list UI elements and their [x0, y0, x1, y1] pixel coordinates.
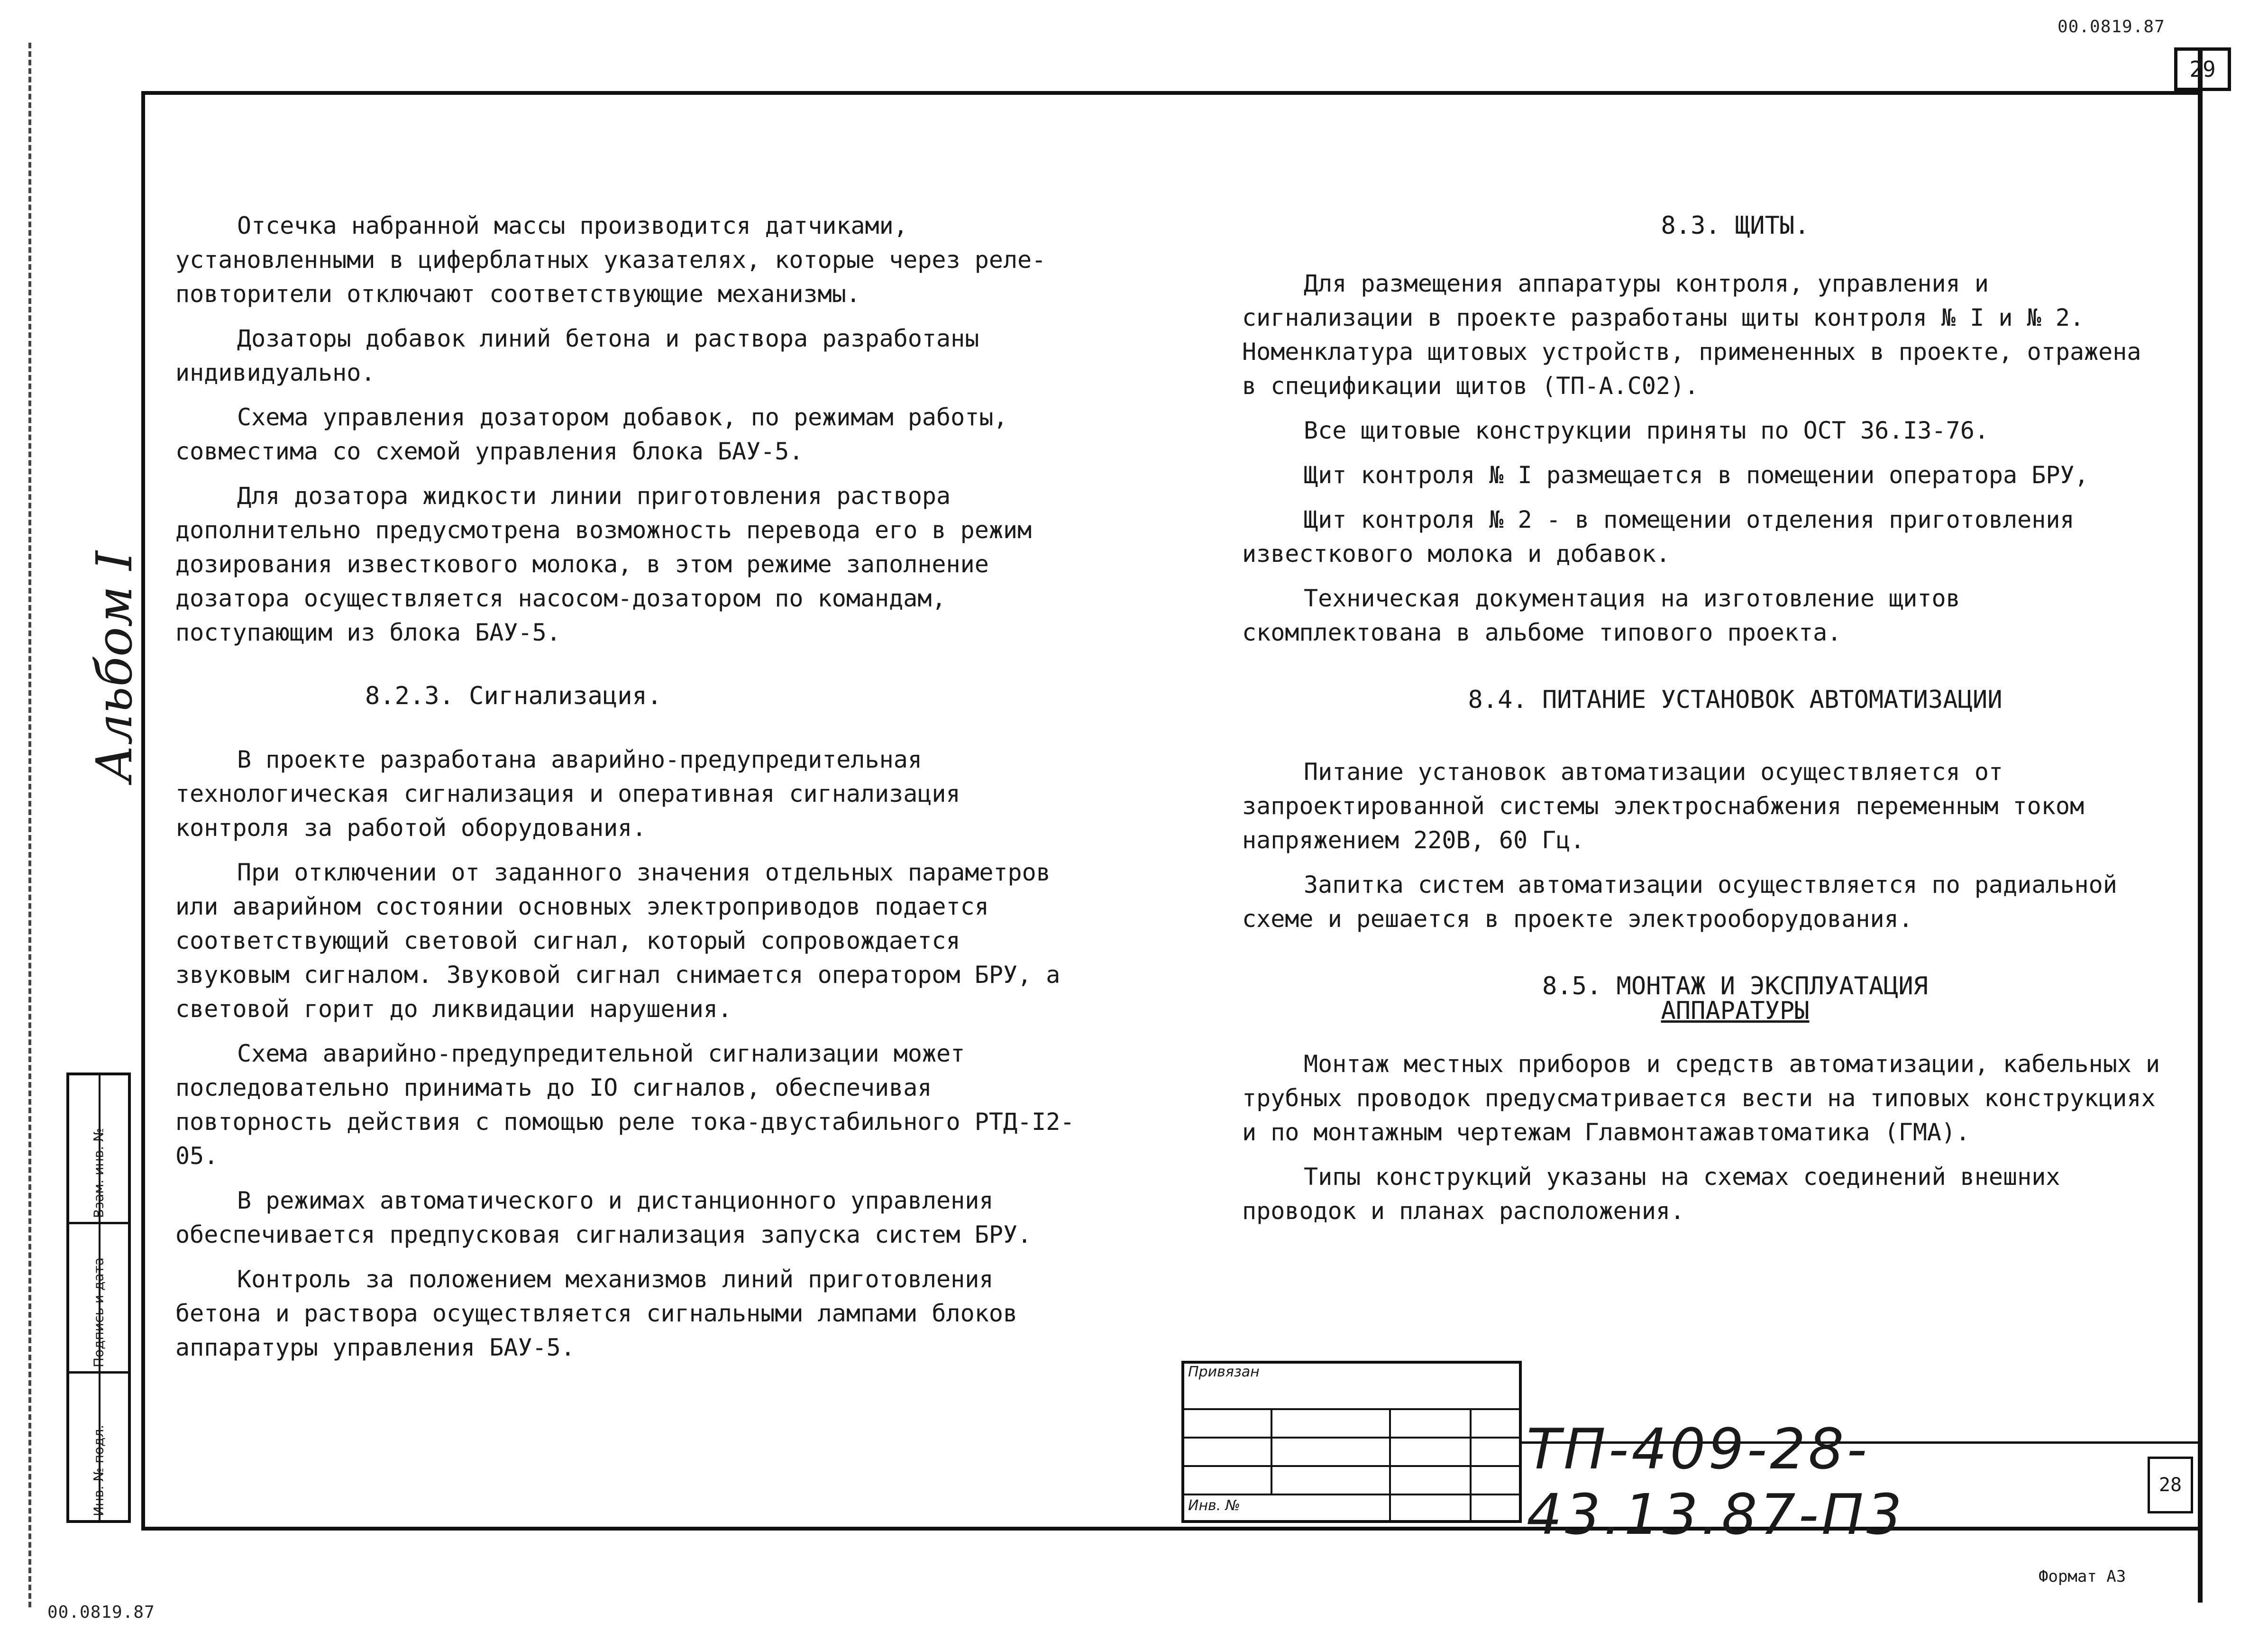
footer-doc-code: 00.0819.87: [47, 1603, 155, 1622]
section-heading-85-line2: АППАРАТУРЫ: [1661, 997, 1810, 1025]
grid-line: [1271, 1408, 1272, 1494]
grid-line: [1389, 1408, 1391, 1523]
paragraph: Схема аварийно-предупредительной сигнализации может последовательно принимать до IO сигналов, обеспечивая повторность действия с помощью реле тока-двустабильного РТД-I2-05.: [175, 1040, 1075, 1170]
section-heading-84: 8.4. ПИТАНИЕ УСТАНОВОК АВТОМАТИЗАЦИИ: [1468, 686, 2003, 714]
paragraph: Типы конструкций указаны на схемах соединений внешних проводок и планах расположения.: [1242, 1163, 2060, 1225]
project-code: ТП-409-28-43.13.87-П3: [1527, 1416, 1905, 1547]
page-number-box: 29: [2174, 47, 2231, 91]
stamp-column: [66, 1073, 131, 1523]
section-heading-85: 8.5. МОНТАЖ И ЭКСПЛУАТАЦИЯ: [1542, 972, 1928, 1000]
album-label: [81, 550, 143, 782]
header-doc-code: 00.0819.87: [2058, 17, 2165, 37]
grid-line: [1470, 1408, 1472, 1523]
paragraph: Дозаторы добавок линий бетона и раствора разработаны индивидуально.: [175, 325, 979, 386]
inventory-label: Инв. №: [1188, 1497, 1241, 1514]
paragraph: Схема управления дозатором добавок, по режимам работы, совместима со схемой управления блока БАУ-5.: [175, 403, 1008, 465]
paragraph: Питание установок автоматизации осуществляется от запроектированной системы электроснабжения переменным током напряжением 220В, 60 Гц.: [1242, 758, 2085, 854]
format-label: Формат А3: [2039, 1567, 2126, 1586]
paragraph: Монтаж местных приборов и средств автоматизации, кабельных и трубных проводок предусматривается вести на типовых конструкциях и по монтажным чертежам Главмонтажавтоматика (ГМА).: [1242, 1050, 2160, 1146]
album-label-text: Альбом I: [85, 550, 143, 782]
paragraph: Техническая документация на изготовление щитов скомплектована в альбоме типового проекта.: [1242, 585, 1960, 646]
sheet-number-box: 28: [2148, 1457, 2193, 1513]
stamp-cell-label: Инв. № подл.: [91, 1424, 107, 1516]
right-text-column: [1242, 209, 2167, 1238]
paragraph: Запитка систем автоматизации осуществляется по радиальной схеме и решается в проекте электрооборудования.: [1242, 871, 2117, 933]
stamp-cell-inventory: [69, 1374, 128, 1520]
right-frame-rule: [2198, 47, 2203, 1603]
stamp-cell-label: Подпись и дата: [91, 1257, 107, 1367]
applied-label: Привязан: [1188, 1364, 1260, 1380]
left-text-column: [175, 209, 1086, 1375]
paragraph: В режимах автоматического и дистанционного управления обеспечивается предпусковая сигнализация запуска систем БРУ.: [175, 1187, 1032, 1248]
paragraph: Отсечка набранной массы производится датчиками, установленными в циферблатных указателях, которые через реле-повторители отключают соответствующие механизмы.: [175, 212, 1046, 308]
paragraph: Контроль за положением механизмов линий приготовления бетона и раствора осуществляется сигнальными лампами блоков аппаратуры управления БАУ-5.: [175, 1265, 1018, 1361]
paragraph: Все щитовые конструкции приняты по ОСТ 36.I3-76.: [1304, 417, 1989, 444]
paragraph: При отключении от заданного значения отдельных параметров или аварийном состоянии основных электроприводов подается соответствующий световой сигнал, который сопровождается звуковым сигналом. Звуковой сигнал снимается оператором БРУ, а световой горит до ликвидации нарушения.: [175, 859, 1061, 1023]
stamp-cell-label: Взам. инв. №: [91, 1128, 107, 1219]
section-heading-823: 8.2.3. Сигнализация.: [365, 682, 662, 710]
paragraph: Щит контроля № I размещается в помещении оператора БРУ,: [1304, 461, 2089, 489]
paragraph: В проекте разработана аварийно-предупредительная технологическая сигнализация и оперативная сигнализация контроля за работой оборудования.: [175, 746, 960, 842]
stamp-cell-signature: [69, 1224, 128, 1373]
paragraph: Щит контроля № 2 - в помещении отделения приготовления известкового молока и добавок.: [1242, 506, 2075, 568]
stamp-cell-replaced: [69, 1075, 128, 1224]
section-heading-83: 8.3. ЩИТЫ.: [1661, 211, 1810, 240]
paragraph: Для размещения аппаратуры контроля, управления и сигнализации в проекте разработаны щиты контроля № I и № 2. Номенклатура щитовых устройств, примененных в проекте, отражена в спецификации щитов (ТП-А.С02).: [1242, 270, 2141, 400]
paragraph: Для дозатора жидкости линии приготовления раствора дополнительно предусмотрена возможность перевода его в режим дозирования известкового молока, в этом режиме заполнение дозатора осуществляется насосом-дозатором по командам, поступающим из блока БАУ-5.: [175, 482, 1032, 646]
left-dashed-border: [28, 43, 31, 1607]
